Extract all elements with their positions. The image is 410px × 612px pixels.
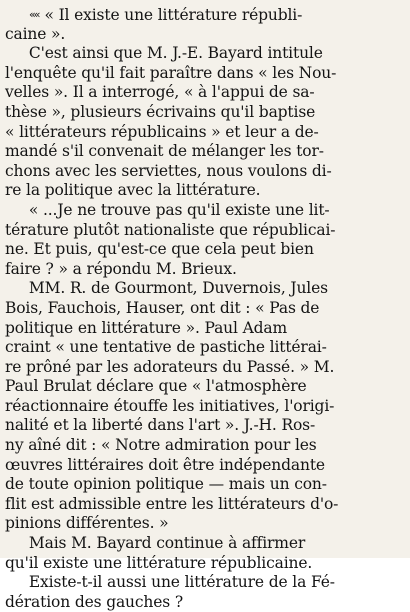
- text-line: politique en littérature ». Paul Adam: [5, 318, 288, 337]
- text-line: C'est ainsi que M. J.-E. Bayard intitule: [5, 44, 323, 63]
- text-line: térature plutôt nationaliste que républicai-: [5, 220, 336, 239]
- text-line: re prôné par les adorateurs du Passé. » M.: [5, 357, 335, 376]
- text-line: Existe-t-il aussi une littérature de la Fé-: [5, 573, 335, 592]
- text-line: de toute opinion politique — mais un con-: [5, 475, 327, 494]
- text-line: craint « une tentative de pastiche littérai-: [5, 338, 327, 357]
- text-line: thèse », plusieurs écrivains qu'il baptise: [5, 102, 316, 121]
- text-line: re la politique avec la littérature.: [5, 181, 261, 200]
- text-line: dération des gauches ?: [5, 592, 184, 611]
- text-line: « ...Je ne trouve pas qu'il existe une lit-: [5, 200, 330, 219]
- text-line: nalité et la liberté dans l'art ». J.-H. Ros-: [5, 416, 316, 435]
- text-line: flit est admissible entre les littérateurs d'o-: [5, 494, 339, 513]
- text-line: Paul Brulat déclare que « l'atmosphère: [5, 377, 307, 396]
- text-line: velles ». Il a interrogé, « à l'appui de sa-: [5, 83, 315, 102]
- article-column: [5, 5, 405, 612]
- text-line: l'enquête qu'il fait paraître dans « les Nou-: [5, 63, 337, 82]
- text-line: chons avec les serviettes, nous voulons di-: [5, 161, 332, 180]
- text-line: ne. Et puis, qu'est-ce que cela peut bien: [5, 240, 314, 259]
- text-line: qu'il existe une littérature républicaine.: [5, 553, 313, 572]
- text-line: faire ? » a répondu M. Brieux.: [5, 259, 237, 278]
- text-line: ny aîné dit : « Notre admiration pour les: [5, 436, 317, 455]
- text-line: « littérateurs républicains » et leur a de-: [5, 122, 319, 141]
- text-line: pinions différentes. »: [5, 514, 169, 533]
- text-line: Bois, Fauchois, Hauser, ont dit : « Pas de: [5, 298, 320, 317]
- text-line: [5, 5, 405, 25]
- text-line: œuvres littéraires doit être indépendante: [5, 455, 325, 474]
- text-line: caine ».: [5, 24, 66, 43]
- text-line: Mais M. Bayard continue à affirmer: [5, 534, 306, 553]
- text-line: mandé s'il convenait de mélanger les tor-: [5, 142, 324, 161]
- text-line: MM. R. de Gourmont, Duvernois, Jules: [5, 279, 328, 298]
- line-text: « Il existe une littérature républi-: [44, 6, 303, 24]
- quote-ornament: ««: [29, 8, 39, 21]
- text-line: réactionnaire étouffe les initiatives, l'origi-: [5, 396, 335, 415]
